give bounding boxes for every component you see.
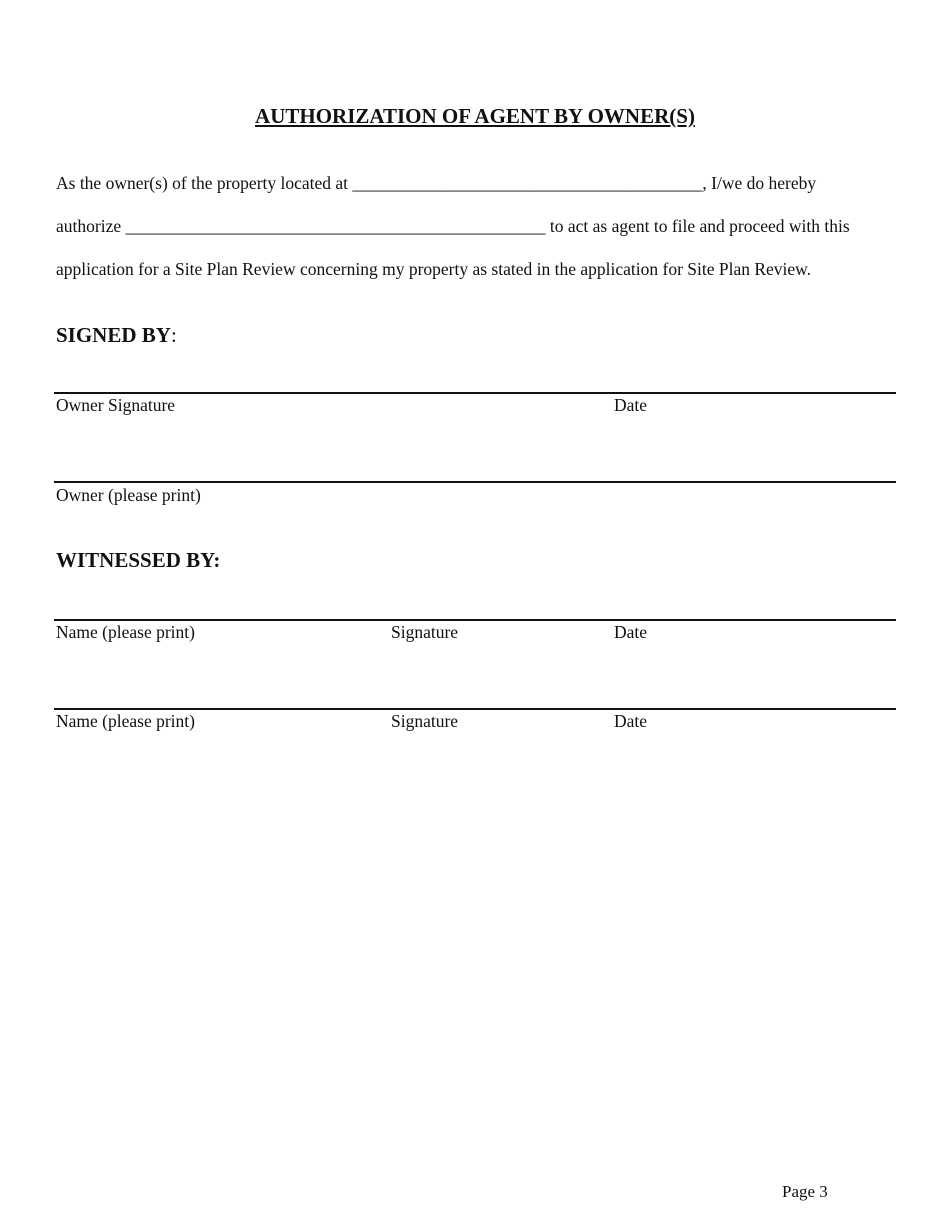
signed-by-heading-text: SIGNED BY (56, 323, 171, 347)
owner-date-label: Date (614, 395, 648, 415)
authorization-line-property: As the owner(s) of the property located at ________________________________________, I/we do hereby (56, 173, 817, 193)
owner-signature-line[interactable] (54, 392, 896, 394)
witness-2-name-label: Name (please print) (56, 711, 195, 731)
page-number: Page 3 (782, 1182, 828, 1201)
owner-print-line[interactable] (54, 481, 896, 483)
witness-2-date-label: Date (614, 711, 648, 731)
signed-by-colon: : (170, 323, 177, 347)
witnessed-by-heading: WITNESSED BY: (56, 548, 221, 572)
witness-1-signature-label: Signature (391, 622, 459, 642)
witness-1-line[interactable] (54, 619, 896, 621)
authorization-line-agent: authorize ________________________________________________ to act as agent to file and proceed with this (56, 216, 850, 236)
page-title: AUTHORIZATION OF AGENT BY OWNER(S) (255, 104, 695, 128)
witness-2-line[interactable] (54, 708, 896, 710)
authorization-line-application: application for a Site Plan Review concerning my property as stated in the application for Site Plan Review. (56, 259, 812, 279)
owner-print-label: Owner (please print) (56, 485, 201, 505)
witness-2-signature-label: Signature (391, 711, 459, 731)
signed-by-heading (56, 323, 177, 348)
owner-signature-label: Owner Signature (56, 395, 176, 415)
witness-1-name-label: Name (please print) (56, 622, 195, 642)
witness-1-date-label: Date (614, 622, 648, 642)
